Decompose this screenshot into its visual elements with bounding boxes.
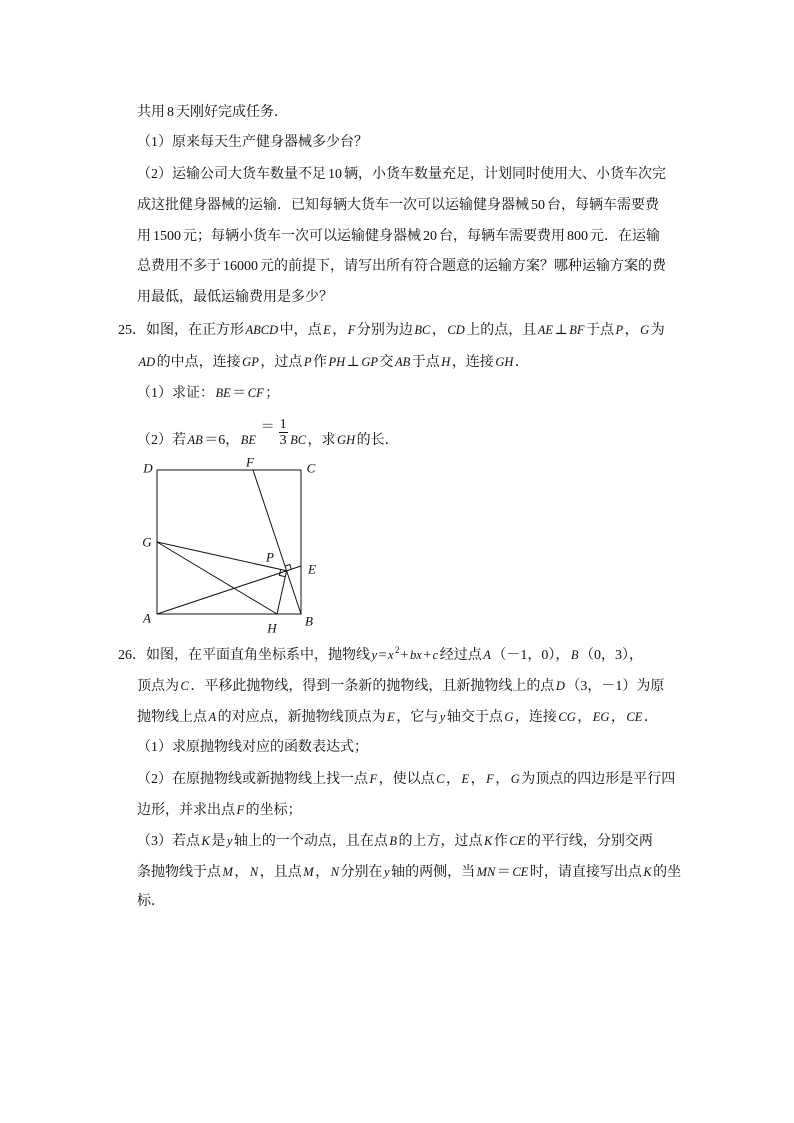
math-variable: EG [592, 710, 610, 724]
point-label-p: P [266, 549, 274, 565]
fraction-numerator: 1 [279, 417, 287, 432]
math-variable: F [236, 803, 245, 817]
square-abcd [157, 470, 301, 614]
text-run: ； [265, 386, 280, 401]
segment-bf [253, 470, 301, 614]
math-variable: PH [328, 355, 346, 369]
math-variable: y [371, 648, 378, 662]
text-line [137, 352, 529, 373]
text-run: ． [643, 710, 658, 725]
text-line [137, 892, 165, 912]
text-line [137, 196, 659, 216]
math-variable: N [249, 865, 259, 879]
text-run: 中，点 [279, 323, 322, 338]
sub-question-2 [137, 165, 666, 185]
text-run: 标． [137, 894, 165, 909]
text-run: （－1，0）， [492, 648, 570, 663]
fraction-denominator: 3 [279, 433, 287, 448]
text-run: ＝6， [204, 433, 240, 448]
math-variable: MN [476, 865, 496, 879]
text-run: + [423, 648, 432, 663]
math-variable: P [303, 355, 312, 369]
text-line [137, 707, 658, 728]
text-run: ，连接 [451, 355, 494, 370]
text-run: 的坐标； [245, 803, 302, 818]
text-run: ， [495, 772, 510, 787]
text-run: ⊥ [346, 355, 360, 370]
math-variable: G [510, 772, 520, 786]
math-variable: C [180, 679, 189, 693]
text-run: 天刚好完成任务． [176, 105, 288, 120]
math-variable: GH [495, 355, 514, 369]
text-run: ⊥ [554, 323, 568, 338]
text-run: 26．如图，在平面直角坐标系中，抛物线 [118, 648, 370, 663]
text-run: ＝ [232, 386, 247, 401]
math-variable: BE [240, 433, 257, 447]
math-variable: E [461, 772, 470, 786]
text-line [137, 227, 660, 247]
text-run: 台，每辆车需要费用 [439, 229, 565, 244]
text-run: ， [431, 323, 446, 338]
math-variable: C [436, 772, 445, 786]
text-run: （1）求证： [137, 386, 214, 401]
math-variable: GH [337, 433, 356, 447]
math-variable: K [484, 834, 493, 848]
math-variable: G [640, 323, 650, 337]
math-variable: N [330, 865, 340, 879]
segment-ph [277, 571, 287, 614]
text-run: ，它与 [396, 710, 439, 725]
point-label-b: B [305, 613, 313, 629]
math-variable: GP [242, 355, 259, 369]
text-run: 为顶点的四边形是平行四 [521, 772, 676, 787]
math-variable: F [347, 323, 356, 337]
text-run: ，过点 [260, 355, 303, 370]
text-run: （2）运输公司大货车数量不足 [137, 167, 326, 182]
text-run: 交 [379, 355, 394, 370]
math-variable: M [303, 865, 314, 879]
math-variable: y [226, 834, 233, 848]
text-run: 轴交于点 [446, 710, 503, 725]
text-run: 上的点，且 [466, 323, 537, 338]
point-label-e: E [308, 561, 316, 577]
math-variable: ABCD [245, 323, 279, 337]
number: 10 [328, 167, 342, 182]
math-variable: CE [626, 710, 643, 724]
math-variable: D [555, 679, 565, 693]
text-run: 成这批健身器械的运输．已知每辆大货车一次可以运输健身器械 [137, 198, 529, 213]
text-run: 25．如图，在正方形 [118, 323, 244, 338]
math-variable: A [208, 710, 217, 724]
math-variable: B [389, 834, 398, 848]
text-run: 顶点为 [137, 679, 179, 694]
sub-question-2 [137, 417, 399, 451]
text-run: （0，3）， [580, 648, 643, 663]
text-run: 轴上的一个动点，且在点 [233, 834, 388, 849]
math-variable: CE [509, 834, 526, 848]
math-variable: AD [138, 355, 156, 369]
math-variable: K [643, 865, 652, 879]
math-variable: y [384, 865, 390, 879]
math-variable: AB [187, 433, 203, 447]
math-variable: G [504, 710, 514, 724]
text-line [137, 676, 664, 697]
text-run: 元的前提下，请写出所有符合题意的运输方案？哪种运输方案的费 [260, 259, 666, 274]
math-variable: F [369, 772, 378, 786]
text-run: （3，－1）为原 [566, 679, 665, 694]
text-run: + [400, 648, 409, 663]
text-run: 的坐 [653, 865, 682, 880]
math-variable: M [222, 865, 233, 879]
text-run: ， [234, 865, 249, 880]
text-run: 台，每辆车需要费 [547, 198, 659, 213]
text-run: 边形，并求出点 [137, 803, 235, 818]
math-variable: CG [558, 710, 576, 724]
text-run: 经过点 [439, 648, 482, 663]
text-run: ， [332, 323, 347, 338]
segment-gh [157, 542, 277, 614]
text-line [137, 257, 666, 277]
text-run: 作 [312, 355, 327, 370]
text-run: ， [610, 710, 625, 725]
point-label-d: D [143, 460, 153, 476]
math-variable: F [486, 772, 494, 786]
math-variable: E [323, 323, 331, 337]
number: 800 [567, 229, 588, 244]
math-variable: AB [395, 355, 411, 369]
sub-question-1 [137, 133, 368, 153]
superscript: 2 [395, 645, 400, 655]
point-label-f: F [246, 454, 254, 470]
text-run: 分别为边 [356, 323, 413, 338]
text-run: （1）求原抛物线对应的函数表达式； [137, 740, 368, 755]
sub-question-2 [137, 769, 675, 790]
text-run: 元；每辆小货车一次可以运输健身器械 [183, 229, 421, 244]
math-variable: CF [247, 386, 264, 400]
text-run: 分别在 [340, 865, 383, 880]
point-label-c: C [306, 460, 316, 476]
text-run: （1）原来每天生产健身器械多少台？ [137, 135, 368, 150]
equals-sign: ＝ [260, 420, 275, 435]
number: 16000 [223, 259, 258, 274]
math-variable: c [432, 648, 439, 662]
point-label-g: G [142, 534, 152, 550]
text-run: = [378, 648, 387, 663]
math-variable: BC [414, 323, 431, 337]
text-run: 的长． [356, 433, 399, 448]
math-variable: BE [215, 386, 231, 400]
text-run: 的上方，过点 [398, 834, 483, 849]
text-run: （2）在原抛物线或新抛物线上找一点 [137, 772, 368, 787]
text-run: ， [624, 323, 639, 338]
text-run: ，求 [307, 433, 336, 448]
fraction [279, 417, 288, 448]
text-run: ，使以点 [378, 772, 435, 787]
text-run: 是 [211, 834, 226, 849]
text-run: 共用 [137, 105, 165, 120]
question-stem [118, 320, 665, 341]
number: 50 [531, 198, 545, 213]
text-run: ，连接 [514, 710, 557, 725]
text-run: ，且点 [259, 865, 302, 880]
math-variable: CE [512, 865, 529, 879]
text-run: 于点 [411, 355, 440, 370]
point-label-a: A [143, 610, 151, 626]
text-run: 抛物线上点 [137, 710, 207, 725]
text-run: 作 [493, 834, 508, 849]
math-variable: K [201, 834, 210, 848]
math-variable: BC [290, 433, 307, 447]
question-stem [118, 645, 643, 666]
sub-question-3 [137, 831, 653, 852]
math-variable: bx [409, 648, 422, 662]
math-variable: y [439, 710, 446, 724]
math-variable: AE [537, 323, 554, 337]
text-run: （3）若点 [137, 834, 200, 849]
text-run: （2）若 [137, 433, 186, 448]
text-run: 的中点，连接 [156, 355, 241, 370]
number: 1500 [153, 229, 181, 244]
text-run: 总费用不多于 [137, 259, 221, 274]
text-run: 轴的两侧，当 [391, 865, 476, 880]
sub-question-1 [137, 738, 368, 758]
sub-question-1 [137, 383, 279, 404]
text-line [137, 103, 288, 123]
text-run: 为 [650, 323, 665, 338]
text-run: ．平移此抛物线，得到一条新的抛物线，且新抛物线上的点 [190, 679, 555, 694]
text-line [137, 288, 333, 308]
text-run: 辆，小货车数量充足，计划同时使用大、小货车次完 [344, 167, 666, 182]
number: 20 [423, 229, 437, 244]
text-run: 于点 [586, 323, 615, 338]
math-variable: B [570, 648, 579, 662]
text-run: 用 [137, 229, 151, 244]
text-run: ， [577, 710, 592, 725]
text-run: ， [470, 772, 485, 787]
text-line [137, 800, 302, 821]
math-variable: x [387, 648, 394, 662]
math-variable: GP [361, 355, 378, 369]
text-run: ＝ [496, 865, 511, 880]
text-run: ． [514, 355, 529, 370]
text-run: 的平行线，分别交两 [526, 834, 653, 849]
math-variable: BF [569, 323, 585, 337]
math-variable: A [483, 648, 491, 662]
math-variable: P [615, 323, 624, 337]
math-variable: CD [447, 323, 465, 337]
text-run: 用最低，最低运输费用是多少？ [137, 290, 333, 305]
text-run: 条抛物线于点 [137, 865, 221, 880]
square-figure [137, 455, 323, 637]
text-run: 的对应点，新抛物线顶点为 [217, 710, 386, 725]
text-run: 元．在运输 [590, 229, 660, 244]
math-variable: E [387, 710, 395, 724]
text-run: ， [315, 865, 330, 880]
text-run: 时，请直接写出点 [529, 865, 642, 880]
text-line [137, 862, 681, 883]
text-run: ， [445, 772, 460, 787]
number: 8 [167, 105, 174, 120]
math-variable: H [441, 355, 451, 369]
point-label-h: H [267, 620, 277, 636]
